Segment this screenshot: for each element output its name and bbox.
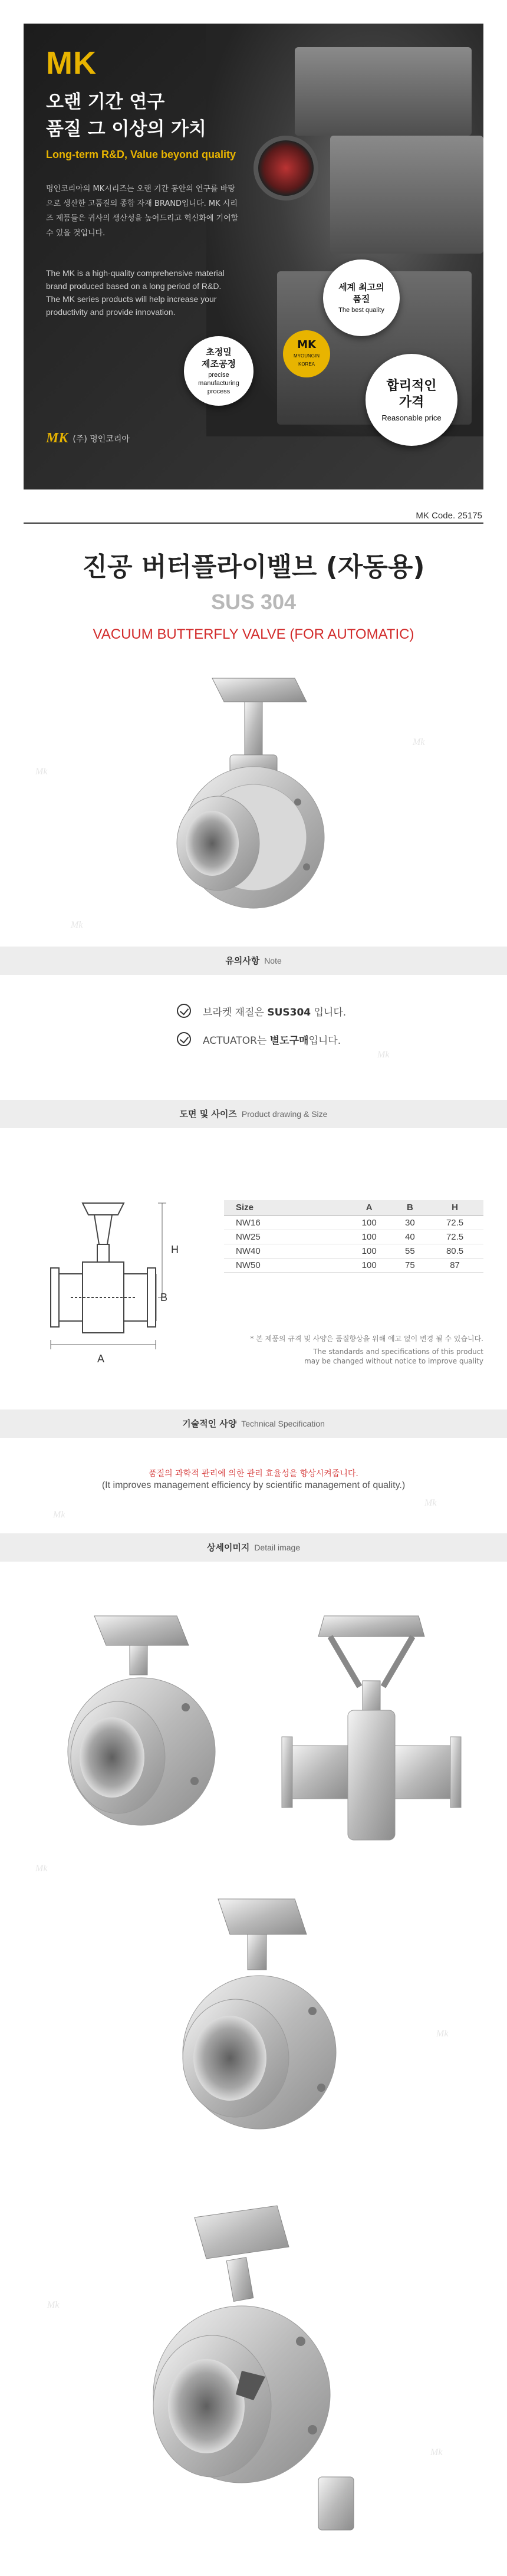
table-cell: 72.5: [426, 1215, 483, 1230]
watermark: Mk: [436, 2029, 449, 2039]
badge-label-en: Reasonable price: [381, 413, 442, 422]
tech-spec-en: (It improves management efficiency by scientific management of quality.): [101, 1480, 406, 1490]
section-title-ko: 기술적인 사양: [182, 1418, 237, 1429]
table-cell: 55: [394, 1244, 426, 1258]
badge-label-en: precise manufacturing process: [198, 372, 239, 395]
table-cell: 100: [345, 1215, 394, 1230]
note-text-bold: SUS304: [267, 1006, 311, 1018]
section-title-ko: 상세이미지: [206, 1542, 250, 1553]
hero-title: [46, 88, 206, 143]
hero-title-line1: 오랜 기간 연구: [46, 91, 165, 113]
section-title-en: Detail image: [254, 1543, 301, 1552]
note-text: [203, 1004, 346, 1018]
table-cell: 100: [345, 1258, 394, 1272]
table-cell: 80.5: [426, 1244, 483, 1258]
section-title-en: Note: [264, 956, 282, 965]
technical-drawing: [29, 1191, 206, 1368]
hero-description-en: The MK is a high-quality comprehensive material brand produced based on a long period of R&D. The MK series products will help increase your productivity and provide innovation.: [46, 268, 225, 317]
table-cell: NW40: [224, 1244, 345, 1258]
detail-image-side: [277, 1604, 466, 1852]
product-code-bar: [24, 511, 483, 524]
dimension-label-h: H: [171, 1244, 179, 1256]
product-code: MK Code. 25175: [416, 511, 482, 521]
note-text-post: 입니다.: [311, 1006, 347, 1018]
section-title-en: Technical Specification: [241, 1419, 325, 1428]
table-cell: 87: [426, 1258, 483, 1272]
table-row: [224, 1244, 483, 1258]
table-header-row: [224, 1200, 483, 1215]
detail-image-front: [53, 1604, 230, 1834]
badge-myoungin-korea: [283, 330, 330, 377]
table-cell: NW50: [224, 1258, 345, 1272]
detail-image-disassembled: [124, 2194, 383, 2548]
table-cell: NW25: [224, 1230, 345, 1244]
watermark: Mk: [377, 1050, 390, 1060]
note-item: [177, 1025, 346, 1053]
table-cell: 40: [394, 1230, 426, 1244]
table-cell: 30: [394, 1215, 426, 1230]
table-row: [224, 1258, 483, 1272]
section-title-en: Product drawing & Size: [241, 1109, 328, 1119]
check-circle-icon: [177, 1032, 191, 1046]
detail-image-angled: [147, 1887, 360, 2135]
hero-title-line2: 품질 그 이상의 가치: [46, 119, 206, 140]
badge-label-ko: 합리적인 가격: [386, 378, 437, 410]
table-row: [224, 1230, 483, 1244]
table-header: B: [394, 1200, 426, 1215]
company-logo: MK: [46, 431, 68, 446]
badge-label-ko: 초정밀 제조공정: [202, 347, 236, 369]
check-circle-icon: [177, 1004, 191, 1018]
watermark: Mk: [413, 737, 425, 747]
tech-spec-ko: 품질의 과학적 관리에 의한 관리 효율성을 향상시켜줍니다.: [149, 1469, 358, 1478]
note-text-pre: 브라켓 재질은: [203, 1006, 268, 1018]
section-title-ko: 유의사항: [225, 955, 260, 966]
badge-label-en: The best quality: [338, 307, 384, 314]
table-row: [224, 1215, 483, 1230]
badge-precise-process: [184, 336, 254, 406]
watermark: Mk: [53, 1510, 65, 1520]
product-material: SUS 304: [210, 590, 297, 614]
spec-change-note-en-1: The standards and specifications of this product: [313, 1348, 483, 1356]
table-cell: 72.5: [426, 1230, 483, 1244]
note-text-bold: 별도구매: [269, 1034, 309, 1047]
watermark: Mk: [430, 2447, 443, 2457]
company-brand: [46, 431, 130, 446]
product-title-ko: 진공 버터플라이밸브 (자동용): [82, 552, 425, 582]
spec-change-note-ko: * 본 제품의 규격 및 사양은 품질향상을 위해 예고 없이 변경 될 수 있습니다.: [250, 1335, 483, 1343]
badge-label-en: MYOUNGIN KOREA: [294, 353, 320, 367]
hero-subtitle: Long-term R&D, Value beyond quality: [46, 149, 236, 160]
section-header-note: [0, 947, 507, 975]
mk-logo: MK: [46, 45, 97, 81]
section-header-tech: [0, 1409, 507, 1438]
valve-main-image: [147, 666, 360, 914]
table-cell: 100: [345, 1230, 394, 1244]
note-item: [177, 997, 346, 1025]
table-cell: 100: [345, 1244, 394, 1258]
table-cell: NW16: [224, 1215, 345, 1230]
table-header: H: [426, 1200, 483, 1215]
dimension-label-a: A: [97, 1353, 105, 1365]
badge-reasonable-price: [366, 354, 457, 446]
note-text: [203, 1032, 341, 1047]
hero-banner: [24, 24, 483, 489]
watermark: Mk: [424, 1498, 437, 1508]
badge-label-ko: MK: [297, 339, 316, 351]
size-table: [224, 1200, 483, 1273]
badge-best-quality: [323, 259, 400, 336]
table-cell: 75: [394, 1258, 426, 1272]
product-title-en: VACUUM BUTTERFLY VALVE (FOR AUTOMATIC): [93, 626, 414, 642]
hero-description-ko: 명인코리아의 MK시리즈는 오랜 기간 동안의 연구를 바탕으로 생산한 고품질의 종합 자재 BRAND입니다. MK 시리즈 제품들은 귀사의 생산성을 높여드리고 혁신화에 기여할 수 있을 것입니다.: [46, 185, 239, 238]
notes-list: [177, 997, 346, 1053]
company-name: (주) 명인코리아: [73, 434, 130, 444]
section-header-detail: [0, 1533, 507, 1562]
spec-change-note-en-2: may be changed without notice to improve quality: [304, 1357, 483, 1365]
watermark: Mk: [35, 767, 48, 777]
dimension-label-b: B: [160, 1292, 168, 1303]
table-header: A: [345, 1200, 394, 1215]
badge-label-ko: 세계 최고의 품질: [338, 282, 384, 304]
section-header-drawing: [0, 1100, 507, 1128]
watermark: Mk: [71, 920, 83, 930]
watermark: Mk: [47, 2300, 60, 2310]
size-table-wrapper: [224, 1200, 483, 1273]
note-text-pre: ACTUATOR는: [203, 1034, 270, 1047]
table-header: Size: [224, 1200, 345, 1215]
section-title-ko: 도면 및 사이즈: [179, 1109, 237, 1119]
watermark: Mk: [35, 1864, 48, 1874]
note-text-post: 입니다.: [308, 1034, 341, 1047]
